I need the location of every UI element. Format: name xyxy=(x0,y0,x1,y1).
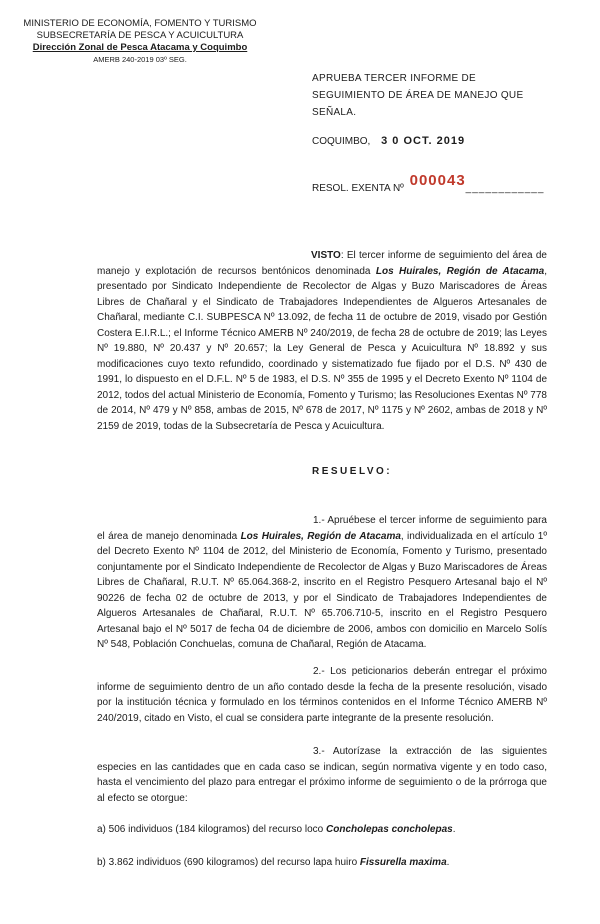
item-3-text: 3.- Autorízase la extracción de las siguientes especies en las cantidades que en cada caso se indican, según normativa vigente y en todo caso, hasta el vencimiento del plazo para entregar el próximo informe de seguimiento o de la prórroga que al efecto se otorgue: xyxy=(97,746,547,804)
date-place: COQUIMBO, xyxy=(312,136,371,147)
visto-label: VISTO xyxy=(311,250,341,261)
date-line xyxy=(312,135,465,147)
resolution-item-2 xyxy=(97,664,547,726)
species-b-text: b) 3.862 individuos (690 kilogramos) del recurso lapa huiro xyxy=(97,857,360,868)
species-a-name: Concholepas concholepas xyxy=(326,824,453,835)
item-1-area-name: Los Huirales, Región de Atacama xyxy=(240,530,401,542)
subject-title: APRUEBA TERCER INFORME DE SEGUIMIENTO DE ÁREA DE MANEJO QUE SEÑALA. xyxy=(312,73,524,118)
species-a-text: a) 506 individuos (184 kilogramos) del recurso loco xyxy=(97,824,327,835)
resuelvo-heading: RESUELVO: xyxy=(312,466,393,477)
species-a-suffix: . xyxy=(452,824,456,835)
issuer-header xyxy=(20,18,260,66)
species-item-a xyxy=(97,822,547,838)
visto-text-1: : El tercer informe de seguimiento del área de manejo y explotación de recursos bentónicos denominada xyxy=(97,250,547,277)
file-reference: AMERB 240-2019 03º SEG. xyxy=(93,55,187,64)
subsecretariat-name: SUBSECRETARÍA DE PESCA Y ACUICULTURA xyxy=(36,30,244,41)
resolution-underline: ____________ xyxy=(465,183,545,194)
item-1-text-1: 1.- Apruébese el tercer informe de seguimiento para el área de manejo denominada xyxy=(97,515,547,542)
zonal-direction: Dirección Zonal de Pesca Atacama y Coquimbo xyxy=(32,42,248,53)
date-stamp: 3 0 OCT. 2019 xyxy=(381,135,466,147)
item-2-text: 2.- Los peticionarios deberán entregar el próximo informe de seguimiento dentro de un año contado desde la fecha de la presente resolución, visado por la institución técnica y formulado en los términos contenidos en el Informe Técnico AMERB Nº 240/2019, citado en Visto, el cual se considera parte integrante de la presente resolución. xyxy=(97,666,547,724)
resolution-number-line xyxy=(312,172,545,195)
resolution-item-3 xyxy=(97,744,547,806)
species-item-b xyxy=(97,855,547,871)
species-b-suffix: . xyxy=(446,857,450,868)
item-1-text-2: , individualizada en el artículo 1º del Decreto Exento Nº 1104 de 2012, del Ministerio de Economía, Fomento y Turismo, presentado conjuntamente por el Sindicato Independiente de Recolector de Algas y Buzo Mariscadores de Áreas Libres de Chañaral, R.U.T. Nº 65.064.368-2, inscrito en el Registro Pesquero Artesanal bajo el Nº 90226 de fecha 02 de octubre de 2013, y por el Sindicato de Trabajadores Independientes de Algueros Artesanales de Chañaral, R.U.T. Nº 65.706.710-5, inscrito en el Registro Pesquero Artesanal bajo el Nº 5017 de fecha 04 de diciembre de 2006, ambos con domicilio en Marcelo Solís Nº 548, Población Conchuelas, comuna de Chañaral, Región de Atacama. xyxy=(97,530,547,650)
resolution-item-1 xyxy=(97,513,547,653)
resolution-number-stamp: 000043 xyxy=(409,172,466,189)
ministry-name: MINISTERIO DE ECONOMÍA, FOMENTO Y TURISMO xyxy=(23,18,257,29)
species-b-name: Fissurella maxima xyxy=(359,857,447,868)
visto-area-name: Los Huirales, Región de Atacama xyxy=(375,265,545,277)
visto-text-2: , presentado por Sindicato Independiente de Recolector de Algas y Buzo Mariscadores de Áreas Libres de Chañaral y el Sindicato de Trabajadores Independientes de Algueros Artesanales de Chañaral, mediante C.I. SUBPESCA Nº 13.092, de fecha 11 de octubre de 2019, visado por Gestión Costera E.I.R.L.; el Informe Técnico AMERB Nº 240/2019, de fecha 28 de octubre de 2019; las Leyes Nº 19.880, Nº 20.437 y Nº 20.657; la Ley General de Pesca y Acuicultura Nº 18.892 y sus modificaciones cuyo texto refundido, coordinado y sistematizado fue fijado por el D.S. Nº 430 de 1991, lo dispuesto en el D.F.L. Nº 5 de 1983, el D.S. Nº 355 de 1995 y el Decreto Exento Nº 1104 de 2012, todos del actual Ministerio de Economía, Fomento y Turismo; las Resoluciones Exentas Nº 778 de 2014, Nº 479 y Nº 858, ambas de 2015, Nº 678 de 2017, Nº 1175 y Nº 2602, ambas de 2018 y Nº 2159 de 2019, todas de la Subsecretaría de Pesca y Acuicultura. xyxy=(97,265,548,432)
visto-paragraph xyxy=(97,248,547,434)
resolution-label: RESOL. EXENTA Nº xyxy=(312,183,404,194)
